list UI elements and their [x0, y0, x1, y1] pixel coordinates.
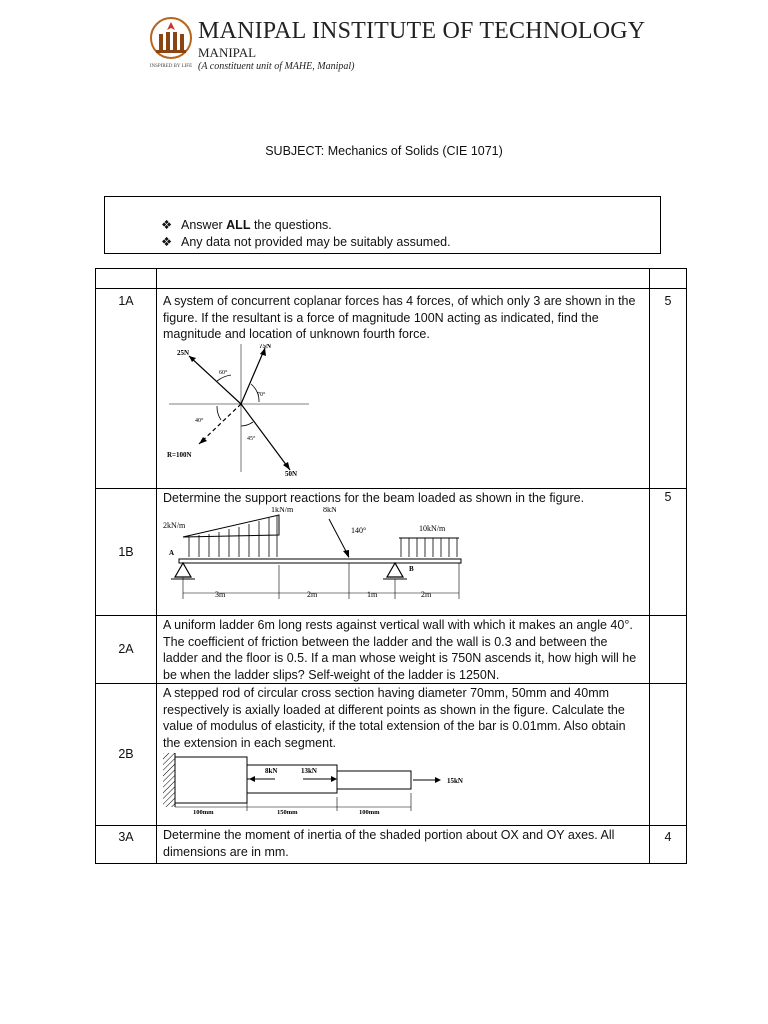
beam-figure — [163, 507, 463, 615]
label-8kn: 8kN — [323, 506, 337, 514]
instruction-1 — [161, 217, 332, 232]
label-100mm-right: 100mm — [359, 809, 380, 815]
instruction-1-post: the questions. — [250, 218, 332, 232]
dim-2m-right: 2m — [421, 589, 432, 599]
marks: 4 — [650, 826, 687, 864]
instructions-box — [104, 196, 661, 254]
label-angle-45: 45° — [247, 435, 256, 442]
question-number: 2A — [96, 616, 157, 684]
question-cell — [157, 616, 650, 684]
label-8kn: 8kN — [265, 767, 278, 775]
label-10kn-m: 10kN/m — [419, 523, 446, 533]
institute-header — [146, 14, 656, 74]
dim-1m: 1m — [367, 589, 378, 599]
question-number: 2B — [96, 684, 157, 826]
bullet-icon: ❖ — [161, 218, 173, 232]
label-100mm: 100mm — [193, 809, 214, 815]
label-support-b: B — [409, 564, 414, 573]
instruction-1-bold: ALL — [226, 218, 251, 232]
table-header-row — [96, 269, 687, 289]
question-number: 3A — [96, 826, 157, 864]
header-cell — [96, 269, 157, 289]
header-cell — [650, 269, 687, 289]
question-text: Determine the support reactions for the beam loaded as shown in the figure. — [163, 491, 585, 505]
table-row — [96, 684, 687, 826]
question-text: A system of concurrent coplanar forces has 4 forces, of which only 3 are shown in the figure. If the resultant is a force of magnitude 100N acting as indicated, find the magnitude and location of unknown fourth force. — [163, 294, 636, 341]
header-cell — [157, 269, 650, 289]
marks — [650, 684, 687, 826]
table-row — [96, 489, 687, 616]
marks — [650, 616, 687, 684]
table-row — [96, 289, 687, 489]
label-13kn: 13kN — [301, 767, 317, 775]
label-angle-40: 40° — [195, 417, 204, 424]
stepped-rod-figure — [163, 753, 483, 815]
label-2kn-m: 2kN/m — [163, 520, 186, 530]
table-row — [96, 616, 687, 684]
dim-3m: 3m — [215, 589, 226, 599]
instruction-2-text: Any data not provided may be suitably assumed. — [181, 235, 451, 249]
label-angle-60: 60° — [219, 369, 228, 376]
question-number: 1A — [96, 289, 157, 489]
questions-table — [95, 268, 687, 864]
question-cell — [157, 826, 650, 864]
label-25n: 25N — [177, 348, 190, 357]
label-150mm: 150mm — [277, 809, 298, 815]
label-15kn: 15kN — [447, 777, 463, 785]
institute-name: MANIPAL INSTITUTE OF TECHNOLOGY — [198, 18, 646, 44]
bullet-icon: ❖ — [161, 235, 173, 249]
question-number: 1B — [96, 489, 157, 616]
concurrent-forces-figure — [165, 344, 325, 478]
label-angle-140: 140° — [351, 525, 367, 535]
institute-subtitle: (A constituent unit of MAHE, Manipal) — [198, 61, 355, 72]
subject-title: SUBJECT: Mechanics of Solids (CIE 1071) — [265, 144, 503, 158]
label-1kn-m: 1kN/m — [271, 506, 294, 514]
label-support-a: A — [169, 548, 175, 557]
instruction-1-pre: Answer — [181, 218, 227, 232]
marks: 5 — [650, 489, 687, 616]
label-75n: 75N — [259, 343, 272, 350]
table-row — [96, 826, 687, 864]
institute-city: MANIPAL — [198, 45, 257, 60]
mit-logo-icon — [146, 16, 196, 70]
marks: 5 — [650, 289, 687, 489]
instruction-2 — [161, 234, 451, 249]
label-50n: 50N — [285, 469, 298, 478]
question-text: Determine the moment of inertia of the shaded portion about OX and OY axes. All dimensions are in mm. — [163, 828, 615, 859]
question-text: A stepped rod of circular cross section having diameter 70mm, 50mm and 40mm respectively is axially loaded at different points as shown in the figure. Calculate the value of modulus of elasticity, if the total extension of the bar is 0.01mm. Also obtain the extension in each segment. — [163, 686, 626, 750]
label-angle-70: 70° — [257, 391, 266, 398]
question-cell — [157, 684, 650, 826]
question-cell — [157, 489, 650, 616]
question-text: A uniform ladder 6m long rests against vertical wall with which it makes an angle 40°. The coefficient of friction between the ladder and the wall is 0.3 and between the ladder and the floor is 0.5. If a man whose weight is 750N ascends it, how high will he be when the ladder slips? Self-weight of the ladder is 1250N. — [163, 618, 637, 682]
label-resultant: R=100N — [167, 450, 192, 459]
question-cell — [157, 289, 650, 489]
dim-2m: 2m — [307, 589, 318, 599]
logo-motto: INSPIRED BY LIFE — [149, 64, 193, 69]
